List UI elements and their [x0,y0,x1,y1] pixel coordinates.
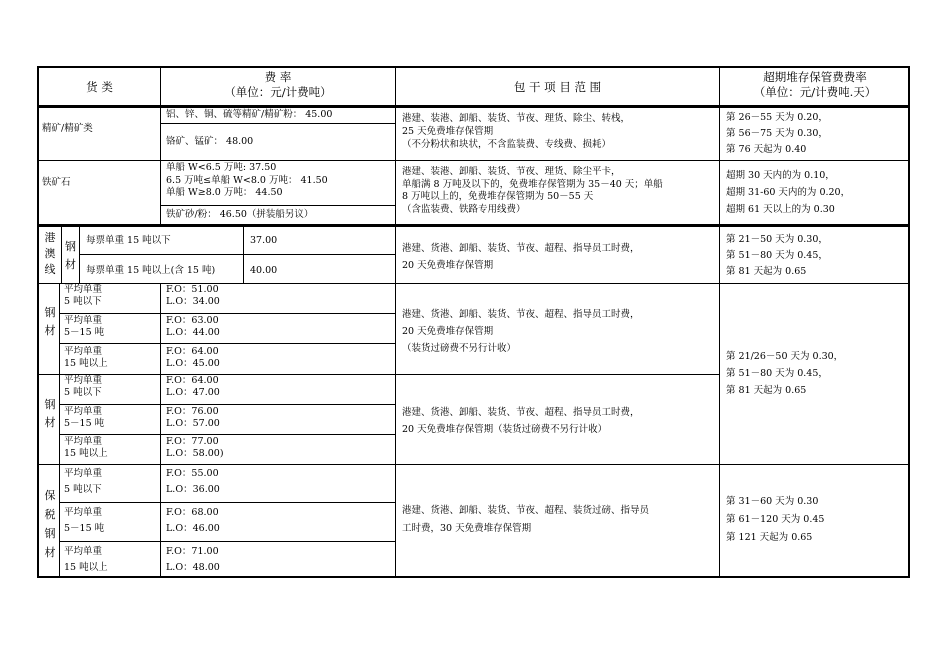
steel1-rate-3 [163,346,393,374]
divider [39,105,909,108]
scope-hk-macau [399,240,719,274]
divider [160,283,161,578]
desc-line: 5 吨以下 [64,296,102,307]
rate-line: F.O：76.00 [166,406,219,417]
storage-line: 第 51－80 天为 0.45， [726,368,828,379]
scope-line: 单船满 8 万吨及以下的，免费堆存保管期为 35－40 天；单船 [402,178,663,190]
storage-steel [723,348,909,402]
header-storage-title: 超期堆存保管费费率 [763,70,867,84]
storage-line: 第 51－80 天为 0.45， [726,250,828,261]
steel2-rate-1 [163,375,393,403]
rate-line: 单船 W<6.5 万吨: 37.50 [166,162,277,173]
rate-concentrate-2: 铬矿、锰矿： 48.00 [166,136,254,147]
storage-bonded [723,493,909,547]
scope-iron-ore [399,166,719,222]
desc-line: 平均单重 [64,375,103,386]
bonded-desc-1 [61,466,157,500]
rate-concentrate-1: 铝、锌、铜、硫等精矿/精矿粉： 45.00 [166,109,333,120]
bonded-rate-3 [163,544,393,578]
steel1-desc-2 [61,315,157,343]
hk-rate-2: 40.00 [250,265,278,276]
divider [719,68,720,578]
scope-concentrate [399,112,719,162]
steel-group-1-label: 钢材 [44,306,56,337]
divider [39,464,909,465]
hk-macau-steel-label: 钢材 [65,240,76,271]
storage-iron-ore [723,167,909,221]
desc-line: 15 吨以上 [64,358,108,369]
storage-line: 超期 31-60 天内的为 0.20， [726,187,851,198]
steel1-rate-2 [163,315,393,343]
rate-line: F.O：68.00 [166,507,219,518]
divider [79,254,395,255]
desc-line: 5 吨以下 [64,484,102,495]
rate-line: F.O：64.00 [166,375,219,386]
storage-line: 第 81 天起为 0.65 [726,266,807,277]
desc-line: 5 吨以下 [64,387,102,398]
storage-line: 第 21－50 天为 0.30， [726,234,828,245]
header-scope: 包 干 项 目 范 围 [513,80,602,94]
scope-line: 8 万吨以上的，免费堆存保管期为 50－55 天 [402,191,594,202]
rate-line: L.O：36.00 [166,484,220,495]
scope-line: （含监装费、铁路专用线费） [402,203,526,215]
divider [160,123,395,124]
scope-line: 港建、货港、卸船、装货、节夜、超程、指导员工时费， [402,407,640,418]
tariff-table [37,66,910,578]
cargo-concentrate: 精矿/精矿类 [42,123,93,134]
storage-line: 第 21/26－50 天为 0.30， [726,351,844,362]
bonded-rate-1 [163,466,393,500]
rate-line: L.O：48.00 [166,562,220,573]
header-rate [161,70,395,104]
steel2-desc-3 [61,436,157,464]
storage-hk-macau [723,232,909,282]
desc-line: 平均单重 [64,546,103,557]
desc-line: 15 吨以上 [64,448,108,459]
divider [395,68,396,578]
scope-line: 工时费，30 天免费堆存保管期 [402,523,532,534]
rate-line: 6.5 万吨≤单船 W<8.0 万吨： 41.50 [166,174,328,186]
storage-line: 超期 30 天内的为 0.10， [726,170,835,181]
desc-line: 平均单重 [64,284,103,295]
storage-line: 第 121 天起为 0.65 [726,532,813,543]
divider [39,160,909,161]
rate-line: L.O：47.00 [166,387,220,398]
desc-line: 平均单重 [64,468,103,479]
rate-line: F.O：64.00 [166,346,219,357]
storage-line: 第 61－120 天为 0.45 [726,514,825,525]
rate-iron-sand: 铁矿砂/粉： 46.50（拼装船另议） [166,209,314,220]
scope-line: 20 天免费堆存保管期（装货过磅费不另行计收） [402,424,608,435]
steel1-desc-3 [61,346,157,374]
rate-line: F.O：51.00 [166,284,219,295]
divider [59,313,395,314]
cargo-iron-ore: 铁矿石 [42,177,71,188]
desc-line: 5－15 吨 [64,523,105,534]
steel2-desc-2 [61,406,157,434]
divider [160,205,395,206]
scope-line: 25 天免费堆存保管期 [402,126,494,137]
rate-line: L.O：44.00 [166,327,220,338]
desc-line: 平均单重 [64,346,103,357]
scope-line: 港建、装港、卸船、装货、节夜、理货、除尘平卡， [402,166,621,177]
storage-line: 第 31－60 天为 0.30 [726,496,819,507]
divider [59,343,395,344]
header-rate-unit: （单位：元/计费吨） [224,85,332,99]
desc-line: 平均单重 [64,507,103,518]
rate-line: L.O：34.00 [166,296,220,307]
desc-line: 15 吨以上 [64,562,108,573]
hk-macau-label: 港澳线 [44,231,56,276]
scope-line: 20 天免费堆存保管期 [402,260,494,271]
desc-line: 平均单重 [64,315,103,326]
storage-line: 第 76 天起为 0.40 [726,144,807,155]
bonded-rate-2 [163,505,393,539]
hk-desc-2: 每票单重 15 吨以上(含 15 吨) [86,265,216,276]
scope-bonded [399,502,719,538]
storage-concentrate [723,110,909,160]
divider [59,434,395,435]
divider [39,283,909,284]
divider [59,283,60,578]
scope-line: （装货过磅费不另行计收） [402,343,517,354]
divider [61,226,62,283]
scope-line: 港建、货港、卸船、装货、节夜、超程、装货过磅、指导员 [402,505,650,516]
rate-line: F.O：71.00 [166,546,219,557]
rate-line: L.O：58.00) [166,448,224,459]
storage-line: 第 26－55 天为 0.20， [726,112,828,123]
rate-line: L.O：46.00 [166,523,220,534]
scope-line: 20 天免费堆存保管期 [402,326,494,337]
bonded-steel-label: 保税钢材 [44,489,56,559]
hk-rate-1: 37.00 [250,235,278,246]
desc-line: 平均单重 [64,436,103,447]
divider [160,68,161,225]
divider [59,404,395,405]
scope-line: 港建、装港、卸船、装货、节夜、理货、除尘、转栈， [402,113,631,124]
rate-iron-ore [163,162,393,204]
desc-line: 5－15 吨 [64,418,105,429]
steel-group-2-label: 钢材 [44,398,56,429]
steel1-desc-1 [61,284,157,312]
divider [39,224,909,227]
scope-line: （不分粉状和块状，不含监装费、专线费、损耗） [402,139,612,150]
divider [59,541,395,542]
steel1-rate-1 [163,284,393,312]
header-storage [720,70,910,104]
bonded-desc-2 [61,505,157,539]
steel2-desc-1 [61,375,157,403]
header-cargo: 货 类 [86,80,113,94]
rate-line: 单船 W≥8.0 万吨： 44.50 [166,187,283,198]
hk-desc-1: 每票单重 15 吨以下 [86,235,171,246]
rate-line: L.O：57.00 [166,418,220,429]
scope-steel-2 [399,404,719,440]
storage-line: 第 81 天起为 0.65 [726,385,807,396]
divider [59,502,395,503]
storage-line: 第 56－75 天为 0.30， [726,128,828,139]
rate-line: F.O：63.00 [166,315,219,326]
header-rate-title: 费 率 [264,70,292,84]
bonded-desc-3 [61,544,157,578]
rate-line: F.O：55.00 [166,468,219,479]
steel2-rate-2 [163,406,393,434]
rate-line: F.O：77.00 [166,436,219,447]
rate-line: L.O：45.00 [166,358,220,369]
header-storage-unit: （单位：元/计费吨.天） [753,85,877,99]
desc-line: 平均单重 [64,406,103,417]
storage-line: 超期 61 天以上的为 0.30 [726,204,835,215]
scope-line: 港建、货港、卸船、装货、节夜、超程、指导员工时费， [402,243,640,254]
steel2-rate-3 [163,436,393,464]
scope-line: 港建、货港、卸船、装货、节夜、超程、指导员工时费， [402,309,640,320]
scope-steel-1 [399,306,719,360]
divider [39,374,719,375]
desc-line: 5－15 吨 [64,327,105,338]
